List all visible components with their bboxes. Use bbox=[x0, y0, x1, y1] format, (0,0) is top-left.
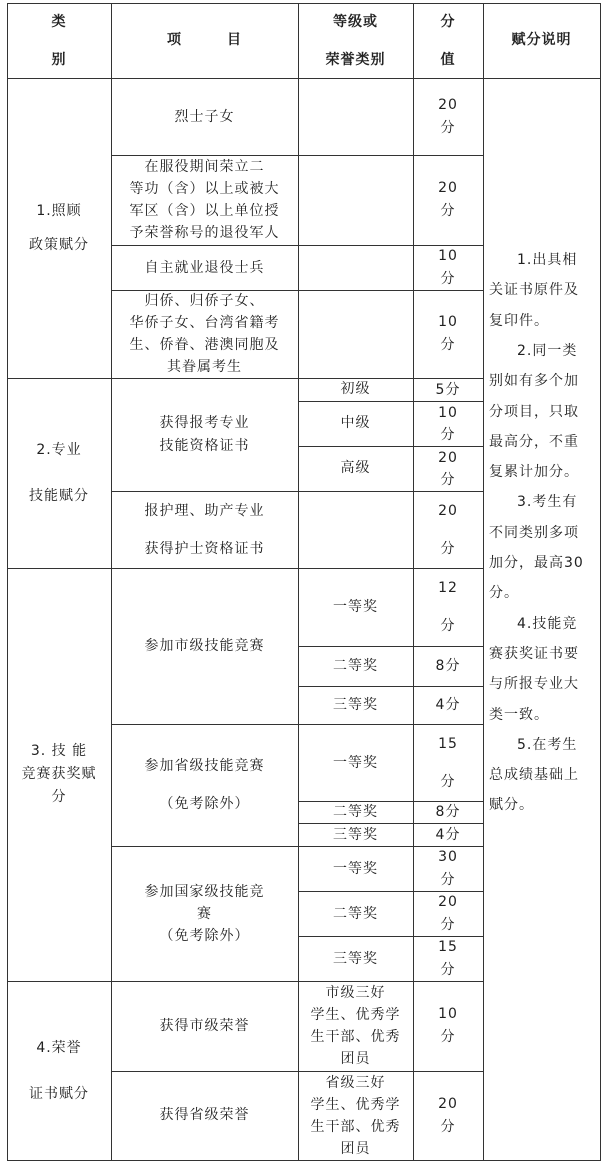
notes-line: 4.技能竞 bbox=[517, 615, 578, 632]
group3-award-score: 12 bbox=[438, 580, 458, 596]
group3-award-score: 分 bbox=[440, 871, 456, 888]
group2-score: 10 bbox=[438, 404, 458, 421]
group4-level: 生干部、优秀 bbox=[310, 1029, 401, 1045]
group1-item: 在服役期间荣立二 bbox=[144, 159, 265, 175]
notes-line: 赛获奖证书要 bbox=[489, 645, 579, 662]
group2-level: 中级 bbox=[340, 415, 371, 431]
group2-cert-item: 获得报考专业 bbox=[159, 414, 250, 431]
group3-award-level: 二等奖 bbox=[333, 804, 378, 820]
group3-award-score: 分 bbox=[440, 961, 456, 978]
group4-level: 学生、优秀学 bbox=[310, 1096, 401, 1113]
group1-score: 20 bbox=[438, 180, 458, 196]
group3-award-score: 4分 bbox=[435, 826, 461, 843]
group1-label: 政策赋分 bbox=[29, 237, 89, 253]
group2-score: 20 bbox=[438, 449, 458, 466]
group4-level: 省级三好 bbox=[325, 1074, 386, 1091]
group4-level: 团员 bbox=[340, 1051, 371, 1067]
group1-score: 分 bbox=[440, 203, 456, 219]
group4-score: 分 bbox=[440, 1029, 456, 1045]
group2-nurse-item: 获得护士资格证书 bbox=[144, 540, 265, 557]
notes-line: 3.考生有 bbox=[517, 494, 578, 511]
group3-city-item: 参加市级技能竞赛 bbox=[144, 638, 265, 654]
header-category: 类 bbox=[51, 13, 67, 30]
notes-line: 复印件。 bbox=[489, 312, 549, 329]
header-score: 分 bbox=[440, 13, 456, 30]
group3-award-score: 分 bbox=[440, 618, 456, 634]
group3-award-score: 15 bbox=[438, 939, 458, 955]
notes-line: 赋分。 bbox=[489, 797, 534, 814]
header-score: 值 bbox=[440, 51, 456, 68]
grid-line bbox=[483, 3, 484, 1161]
grid-line bbox=[600, 3, 601, 1161]
group3-label: 3. 技 能 bbox=[30, 743, 88, 759]
group3-award-score: 20 bbox=[438, 894, 458, 910]
group2-score: 分 bbox=[440, 471, 456, 488]
group3-award-level: 一等奖 bbox=[333, 754, 378, 771]
group2-level: 高级 bbox=[340, 460, 371, 476]
group1-score: 10 bbox=[438, 247, 458, 264]
group1-item: 生、侨眷、港澳同胞及 bbox=[129, 337, 280, 353]
group3-label: 竞赛获奖赋 bbox=[21, 766, 97, 782]
group4-level: 团员 bbox=[340, 1140, 371, 1157]
group1-item: 军区（含）以上单位授 bbox=[129, 203, 280, 219]
group2-nurse-score: 20 bbox=[438, 502, 458, 519]
header-level: 等级或 bbox=[333, 13, 378, 30]
group4-level: 学生、优秀学 bbox=[310, 1007, 401, 1023]
group3-award-level: 三等奖 bbox=[333, 826, 378, 843]
group1-item: 自主就业退役士兵 bbox=[144, 259, 265, 276]
group2-label: 2.专业 bbox=[36, 442, 82, 458]
group1-item: 归侨、归侨子女、 bbox=[144, 293, 265, 309]
notes-line: 与所报专业大 bbox=[489, 676, 579, 693]
group2-label: 技能赋分 bbox=[29, 488, 89, 504]
header-item: 项 目 bbox=[167, 32, 242, 48]
group3-award-score: 8分 bbox=[435, 804, 461, 820]
group1-item: 烈士子女 bbox=[174, 108, 235, 125]
group3-award-score: 4分 bbox=[435, 697, 461, 713]
notes-line: 分。 bbox=[489, 585, 519, 602]
group1-item: 华侨子女、台湾省籍考 bbox=[129, 315, 280, 331]
notes-line: 加分，最高30 bbox=[489, 555, 584, 571]
group4-score: 分 bbox=[440, 1118, 456, 1135]
group4-item: 获得省级荣誉 bbox=[159, 1107, 250, 1123]
notes-line: 别如有多个加 bbox=[489, 373, 579, 390]
grid-line bbox=[298, 3, 299, 1161]
group4-level: 市级三好 bbox=[325, 985, 386, 1001]
group1-item: 予荣誉称号的退役军人 bbox=[129, 225, 280, 241]
grid-line bbox=[111, 3, 112, 1161]
group3-award-level: 一等奖 bbox=[333, 860, 378, 877]
group3-national-item: 赛 bbox=[197, 905, 212, 922]
notes-line: 关证书原件及 bbox=[489, 282, 579, 299]
group4-level: 生干部、优秀 bbox=[310, 1118, 401, 1135]
header-level: 荣誉类别 bbox=[325, 51, 386, 68]
notes-line: 5.在考生 bbox=[517, 736, 578, 753]
group1-item: 等功（含）以上或被大 bbox=[129, 181, 280, 197]
group4-label: 4.荣誉 bbox=[36, 1039, 82, 1056]
group2-nurse-score: 分 bbox=[440, 540, 456, 557]
group3-award-level: 三等奖 bbox=[333, 697, 378, 713]
group1-score: 20 bbox=[438, 96, 458, 113]
group3-label: 分 bbox=[51, 789, 67, 805]
group2-level: 初级 bbox=[340, 381, 371, 397]
notes-line: 1.出具相 bbox=[517, 252, 578, 268]
group3-province-item: 参加省级技能竞赛 bbox=[144, 758, 265, 774]
notes-line: 复累计加分。 bbox=[489, 464, 579, 481]
group1-score: 分 bbox=[440, 337, 456, 353]
header-category: 别 bbox=[51, 51, 67, 68]
group1-score: 分 bbox=[440, 270, 456, 287]
notes-line: 类一致。 bbox=[489, 706, 549, 723]
group3-award-score: 8分 bbox=[435, 658, 461, 674]
notes-line: 2.同一类 bbox=[517, 342, 578, 359]
group3-award-level: 三等奖 bbox=[333, 950, 378, 967]
group2-nurse-item: 报护理、助产专业 bbox=[144, 502, 265, 519]
group1-score: 分 bbox=[440, 119, 456, 136]
group3-award-level: 一等奖 bbox=[333, 599, 378, 615]
group4-item: 获得市级荣誉 bbox=[159, 1017, 250, 1034]
header-notes: 赋分说明 bbox=[511, 32, 572, 48]
grid-line bbox=[298, 646, 484, 647]
notes-line: 总成绩基础上 bbox=[489, 767, 579, 784]
group3-national-item: 参加国家级技能竞 bbox=[144, 883, 265, 900]
group2-cert-item: 技能资格证书 bbox=[159, 437, 250, 454]
group3-award-level: 二等奖 bbox=[333, 905, 378, 922]
notes-line: 分项目，只取 bbox=[489, 403, 579, 420]
group3-award-level: 二等奖 bbox=[333, 658, 378, 674]
group3-award-score: 分 bbox=[440, 916, 456, 933]
group1-label: 1.照顾 bbox=[36, 203, 82, 219]
group1-score: 10 bbox=[438, 314, 458, 330]
group4-score: 10 bbox=[438, 1006, 458, 1022]
group3-award-score: 30 bbox=[438, 849, 458, 865]
group3-province-item: （免考除外） bbox=[159, 796, 250, 812]
group3-award-score: 15 bbox=[438, 735, 458, 752]
group2-score: 5分 bbox=[435, 381, 461, 398]
group3-national-item: （免考除外） bbox=[159, 927, 250, 944]
group2-score: 分 bbox=[440, 426, 456, 443]
grid-line bbox=[7, 3, 8, 1161]
grid-line bbox=[7, 1160, 601, 1161]
grid-line bbox=[298, 686, 484, 687]
notes-line: 最高分，不重 bbox=[489, 433, 579, 450]
group4-score: 20 bbox=[438, 1095, 458, 1112]
notes-line: 不同类别多项 bbox=[489, 524, 579, 541]
group4-label: 证书赋分 bbox=[29, 1085, 89, 1102]
group3-award-score: 分 bbox=[440, 773, 456, 790]
group1-item: 其眷属考生 bbox=[167, 359, 242, 375]
